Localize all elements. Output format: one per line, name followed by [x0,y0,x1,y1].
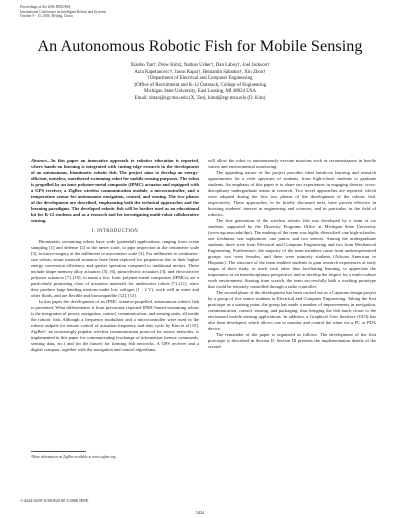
page-number: 5424 [195,510,205,515]
paper-title: An Autonomous Robotic Fish for Mobile Sensing [37,37,363,55]
abstract-text: —In this paper an innovative approach to robotics education is reported, where hands-on learning is integrated with cutting-edge research in the development of an autonomous, biomimetic robotic fish. The project aims to develop an energy-efficient, noiseless, untethered swimming robot for mobile sensing purposes. The robot is propelled by an ionic polymer-metal composite (IPMC) actuator and equipped with a GPS receiver, a ZigBee wireless communication module, a microcontroller, and a temperature sensor for autonomous navigation, control, and sensing. The two phases of the development are described, emphasizing both the technical approaches and the learning paradigms. The developed robotic fish will be further used as an educational kit for K-12 students and as a research tool for investigating multi-robot collaborative sensing. [31,158,199,223]
conference-line-3: October 9 - 15, 2006, Beijing, China [20,14,73,19]
left-column [31,158,199,353]
body-paragraph: The remainder of the paper is organized as follows. The development of the first prototype is described in Section II. Section III presents the implementation details of the second [208,332,376,349]
body-paragraph: The first generation of the wireless robotic fish was developed by a team of six students, supported by the Diversity Programs Office at Michigan State University (www.egr.msu.edu/dpo). The makeup of the team was highly diversified: one high-schooler, one freshman, one sophomore, one junior, and two seniors. Among the undergraduate students, three were from Electrical and Computer Engineering and two from Mechanical Engineering. Furthermore, the majority of the team members came from underrepresented groups: two were females, and three were minority students (African American or Hispanic). The structure of the team enabled students to gain research experiences at early stages of their study, to teach each other thus facilitating learning, to appreciate the importance of an interdisciplinary perspective, and to develop the respect for a multi-culture work environment. Starting from scratch, the team successfully built a working prototype that could be remotely controlled through a radio controller. [208,218,376,289]
abstract-lead: Abstract [31,158,47,163]
body-paragraph: The second phase of the development has been carried out as a Capstone design project by a group of five senior students in Electrical and Computer Engineering. Taking the first prototype as a starting point, the group has made a number of improvements in navigation, communication, control, sensing, and packaging, thus bringing the fish much closer to the envisioned mobile sensing applications. In addition, a Graphical User Interface (GUI) has also been developed, which allows one to monitor and control the robot via a PC or PDA device. [208,290,376,331]
isbn-line: 1-4244-0259-X/06/$20.00 ©2006 IEEE [20,498,89,503]
conference-header [20,5,106,19]
author-line-2: Azra Kapetanovic†, Jason Rapai†, Beniamin Sabadus†, Xin Zhou† [134,69,266,75]
footnote-divider [31,451,86,452]
section-heading-introduction: I. INTRODUCTION [91,229,139,234]
affiliation-line-1: †Department of Electrical and Computer Engineering [147,76,253,82]
conference-line-2: International Conference on Intelligent Robots and Systems [20,9,107,14]
abstract [31,158,199,224]
body-paragraph: In this paper the development of an IPMC actuator-propelled, autonomous robotic fish is presented. What differentiates it from previously reported IPMC-based swimming robots is the integration of power, navigation, control, communication, and sensing units, all inside the robotic fish. Although a frequency modulator and a microcontroller were used in the robotic tadpole for remote control of actuation frequency and duty cycle by Kim et al [10], ZigBee¹, an increasingly popular wireless communication protocol for sensor networks, is implemented in this paper for communicating (exchange of information (sensor commands, sensing data, etc.) and (in the future) for forming fish networks. A GPS receiver and a digital compass, together with the navigation and control algorithms, [31,299,199,352]
body-paragraph: The appealing nature of the project provides ideal hands-on learning and research opportunities for a wide spectrum of students, from high-school students to graduate students. An emphasis of this paper is to share our experiences in engaging diverse, cross-disciplinary undergraduate teams in research. Two novel approaches are reported, which were adopted during the first two phases of the development of the robotic fish, respectively. These approaches, to be briefly discussed next, have proven effective in boosting students' interest in engineering and sciences, and in particular, in the field of robotics. [208,170,376,217]
email-line: Email: xbtan@egr.msu.edu (X. Tan), kimd@egr.msu.edu (D. Kim) [134,95,266,101]
author-line-1: Xiaobo Tan†, Drew Kim‡, Nathan Usher†, Dan Laboy†, Joel Jackson† [130,63,270,68]
affiliation-line-2: ‡Office of Recruitment and K-12 Outreach, College of Engineering [133,82,267,88]
right-column [208,158,376,350]
affiliation-line-3: Michigan State University, East Lansing, MI 48824 USA [143,89,257,95]
body-paragraph: Biomimetic swimming robots have wide (potential) applications, ranging from ocean sampling [1] and defense [2] at the meter scale, to pipe inspection at the centimeter scale [3], to micro-surgery at the millimeter to micrometer scale [4]. For millimeter to centimeter-size robots, smart material actuators have been explored for propulsion due to their higher energy conversion efficiency and quieter operation compared to traditional motors. These include shape memory alloy actuators [5], [6], piezoelectric actuators [3], and electroactive polymer actuators [7]–[10], to name a few. Ionic polymer-metal composites (IPMCs) are a particularly promising class of actuation materials for underwater robots [7]–[11], since they produce large bending motions under low voltages (1 - 2 V), work well in water and other fluids, and are flexible and biocompatible [12], [13]. [31,239,199,298]
body-paragraph: will allow the robot to autonomously execute missions such as reconnaissance in hostile waters and environmental monitoring. [208,158,376,169]
conference-line-1: Proceedings of the 2006 IEEE/RSJ [20,5,71,9]
author-block [40,63,360,103]
footnote: ¹More information on ZigBee available at www.zigbee.org. [31,455,117,459]
